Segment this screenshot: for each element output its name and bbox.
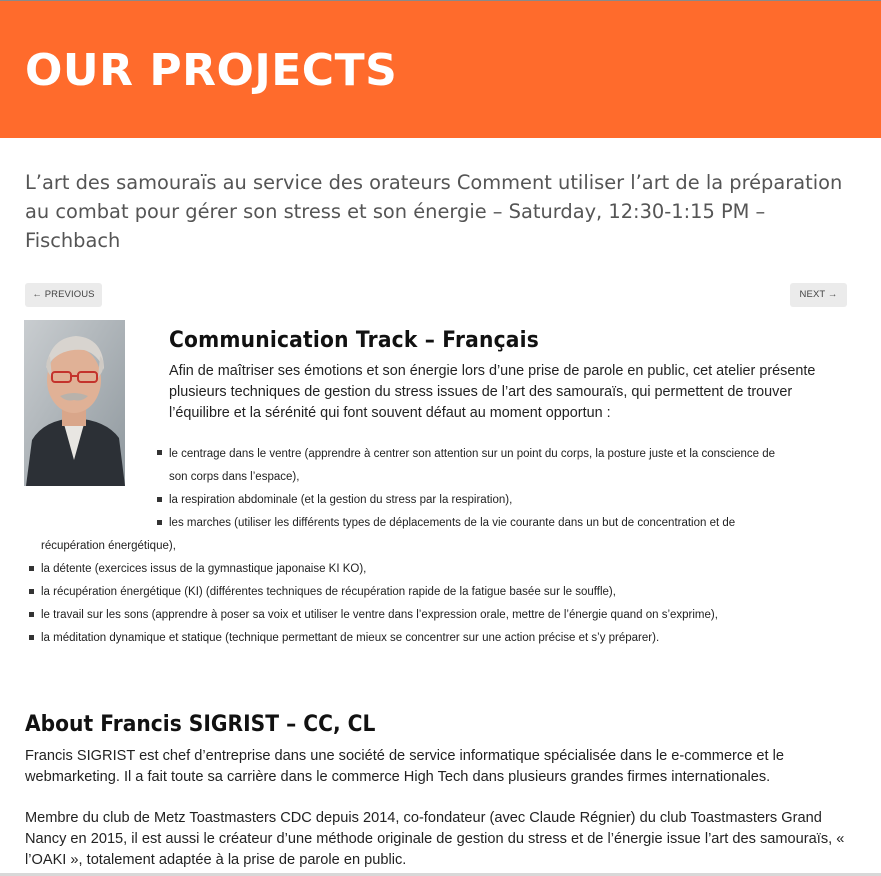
bullet-marker	[29, 635, 34, 640]
session-intro: Afin de maîtriser ses émotions et son énergie lors d’une prise de parole en public, cet atelier présente plusieurs techniques de gestion du stress issues de l’art des samouraïs, qui permettent de trouver l’équilibre et la sérénité qui font souvent défaut au moment opportun :	[169, 363, 816, 421]
event-title: L’art des samouraïs au service des orateurs Comment utiliser l’art de la préparation au combat pour gérer son stress et son énergie – Saturday, 12:30-1:15 PM – Fischbach	[25, 171, 843, 252]
list-item: le travail sur les sons (apprendre à poser sa voix et utiliser le ventre dans l’expression orale, mettre de l’énergie quand on s’exprime),	[41, 609, 718, 621]
list-item: la méditation dynamique et statique (technique permettant de mieux se concentrer sur une action précise et s’y préparer).	[41, 632, 660, 644]
speaker-photo	[24, 320, 125, 486]
list-item: les marches (utiliser les différents types de déplacements de la vie courante dans un but de concentration et de	[169, 517, 736, 529]
next-button[interactable]: NEXT →	[790, 283, 847, 307]
list-item: le centrage dans le ventre (apprendre à centrer son attention sur un point du corps, la posture juste et la conscience de	[169, 448, 776, 460]
list-item: la respiration abdominale (et la gestion du stress par la respiration),	[169, 494, 513, 506]
about-paragraph: Francis SIGRIST est chef d’entreprise dans une société de service informatique spécialisée dans le e-commerce et le webmarketing. Il a fait toute sa carrière dans le commerce High Tech dans plusieurs grandes firmes internationales.	[25, 748, 784, 785]
track-title: Communication Track – Français	[169, 328, 539, 353]
list-item: la détente (exercices issus de la gymnastique japonaise KI KO),	[41, 563, 367, 575]
page-header-banner	[0, 1, 881, 138]
bullet-marker	[157, 497, 162, 502]
bullet-marker	[157, 520, 162, 525]
about-speaker-title: About Francis SIGRIST – CC, CL	[25, 712, 376, 737]
previous-button[interactable]: ← PREVIOUS	[25, 283, 102, 307]
page-title: OUR PROJECTS	[25, 45, 398, 96]
list-item-continuation: récupération énergétique),	[41, 540, 176, 552]
bullet-marker	[29, 589, 34, 594]
list-item-continuation: son corps dans l’espace),	[169, 471, 300, 483]
bullet-marker	[29, 612, 34, 617]
bullet-marker	[29, 566, 34, 571]
list-item: la récupération énergétique (KI) (différentes techniques de récupération rapide de la fatigue basée sur le souffle),	[41, 586, 616, 598]
about-paragraph: Membre du club de Metz Toastmasters CDC depuis 2014, co-fondateur (avec Claude Régnier) du club Toastmasters Grand Nancy en 2015, il est aussi le créateur d’une méthode originale de gestion du stress et de l’énergie issue l’art des samouraïs, « l’OAKI », totalement adaptée à la prise de parole en public.	[25, 810, 845, 868]
bullet-marker	[157, 450, 162, 455]
